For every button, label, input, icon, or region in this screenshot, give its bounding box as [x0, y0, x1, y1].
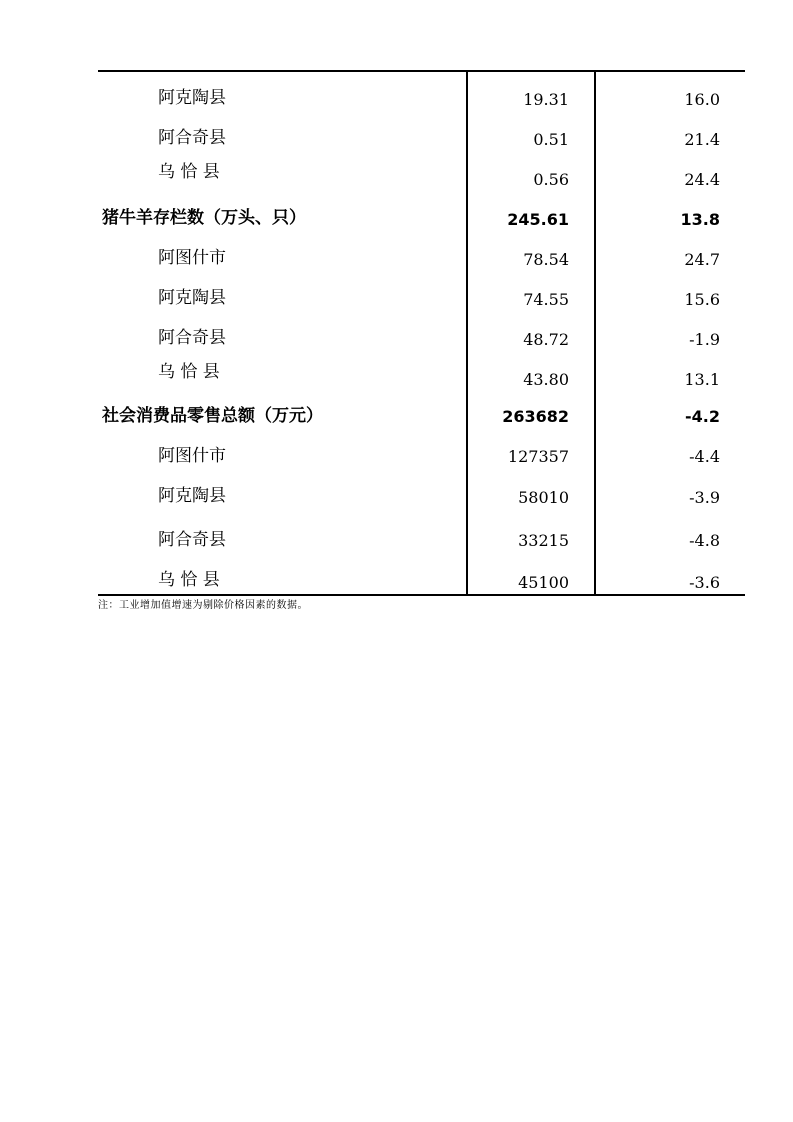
row-name: 乌 恰 县 — [158, 570, 220, 590]
row-value: 127357 — [507, 447, 569, 466]
row-value-category: 263682 — [502, 407, 569, 426]
row-growth: -1.9 — [689, 330, 720, 349]
table-footnote: 注：工业增加值增速为剔除价格因素的数据。 — [98, 600, 308, 611]
row-growth: 24.4 — [684, 170, 720, 189]
row-value-category: 245.61 — [507, 210, 569, 229]
row-value: 33215 — [518, 531, 569, 550]
row-name: 阿克陶县 — [158, 486, 226, 506]
row-value: 45100 — [518, 573, 569, 592]
row-growth: -4.4 — [689, 447, 720, 466]
row-value: 19.31 — [523, 90, 569, 109]
table-bottom-rule — [98, 594, 745, 596]
row-name: 阿图什市 — [158, 248, 226, 268]
row-name: 乌 恰 县 — [158, 362, 220, 382]
row-growth-category: -4.2 — [685, 407, 720, 426]
statistics-table — [98, 70, 745, 596]
row-growth: 24.7 — [684, 250, 720, 269]
row-name: 阿合奇县 — [158, 530, 226, 550]
row-value: 74.55 — [523, 290, 569, 309]
row-name-category: 猪牛羊存栏数（万头、只） — [102, 208, 306, 228]
row-growth: -4.8 — [689, 531, 720, 550]
row-growth: 21.4 — [684, 130, 720, 149]
row-growth: -3.6 — [689, 573, 720, 592]
row-value: 58010 — [518, 488, 569, 507]
table-top-rule — [98, 70, 745, 72]
row-value: 43.80 — [523, 370, 569, 389]
row-growth: -3.9 — [689, 488, 720, 507]
row-name: 阿合奇县 — [158, 328, 226, 348]
row-growth: 15.6 — [684, 290, 720, 309]
row-name: 阿克陶县 — [158, 88, 226, 108]
row-growth-category: 13.8 — [680, 210, 720, 229]
row-growth: 13.1 — [684, 370, 720, 389]
row-value: 0.51 — [533, 130, 569, 149]
row-name: 阿克陶县 — [158, 288, 226, 308]
row-value: 78.54 — [523, 250, 569, 269]
row-name-category: 社会消费品零售总额（万元） — [102, 406, 323, 426]
row-growth: 16.0 — [684, 90, 720, 109]
row-value: 48.72 — [523, 330, 569, 349]
row-name: 阿合奇县 — [158, 128, 226, 148]
row-value: 0.56 — [533, 170, 569, 189]
row-name: 阿图什市 — [158, 446, 226, 466]
row-name: 乌 恰 县 — [158, 162, 220, 182]
